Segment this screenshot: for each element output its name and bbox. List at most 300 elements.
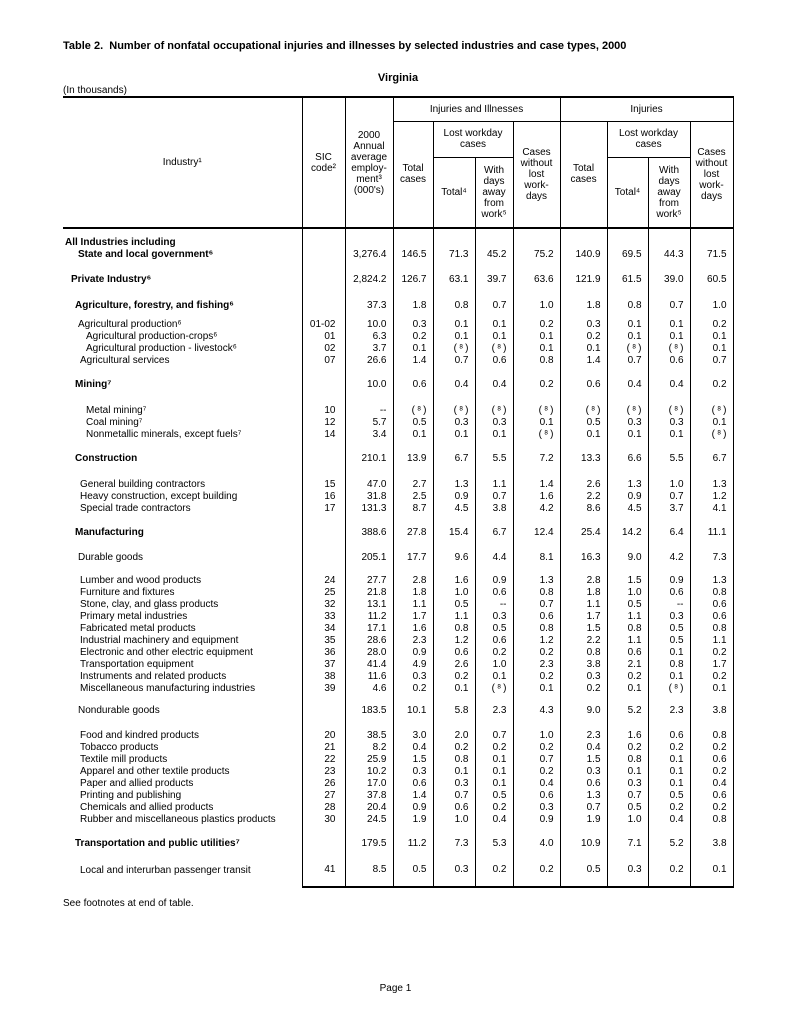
- value-cell: ( ⁸ ): [475, 683, 513, 695]
- value-cell: 2.7: [393, 465, 433, 491]
- value-cell: 4.0: [513, 826, 560, 850]
- value-cell: 0.1: [560, 343, 607, 355]
- sic-cell: 14: [302, 429, 345, 441]
- industry-cell: Primary metal industries: [80, 611, 188, 622]
- industry-cell: Agricultural production-crops⁶: [86, 331, 218, 342]
- value-cell: 0.2: [690, 766, 733, 778]
- value-cell: 1.0: [690, 286, 733, 312]
- value-cell: 28.0: [345, 647, 393, 659]
- table-row: [63, 599, 733, 611]
- sic-cell: [302, 441, 345, 465]
- value-cell: 2.0: [433, 717, 475, 742]
- value-cell: ( ⁸ ): [433, 391, 475, 417]
- value-cell: 31.8: [345, 491, 393, 503]
- value-cell: 0.1: [433, 683, 475, 695]
- sic-cell: [302, 695, 345, 717]
- value-cell: 2.3: [513, 659, 560, 671]
- value-cell: 0.3: [560, 312, 607, 331]
- value-cell: 7.1: [607, 826, 648, 850]
- table-row: [63, 564, 733, 587]
- value-cell: 0.4: [607, 367, 648, 391]
- value-cell: 1.5: [393, 754, 433, 766]
- industry-cell: Lumber and wood products: [80, 575, 202, 586]
- industry-cell: Chemicals and allied products: [80, 802, 214, 813]
- value-cell: 0.2: [433, 671, 475, 683]
- value-cell: 2.8: [393, 564, 433, 587]
- value-cell: 0.2: [475, 850, 513, 887]
- value-cell: 2.1: [607, 659, 648, 671]
- value-cell: 6.7: [433, 441, 475, 465]
- value-cell: 4.5: [607, 503, 648, 515]
- value-cell: 0.2: [513, 742, 560, 754]
- value-cell: 1.3: [690, 564, 733, 587]
- value-cell: 0.8: [513, 355, 560, 367]
- value-cell: 0.6: [475, 587, 513, 599]
- value-cell: 37.8: [345, 790, 393, 802]
- table-row: [63, 671, 733, 683]
- value-cell: 17.7: [393, 539, 433, 564]
- value-cell: 0.2: [607, 671, 648, 683]
- value-cell: 1.0: [607, 587, 648, 599]
- value-cell: 3.7: [345, 343, 393, 355]
- value-cell: ( ⁸ ): [475, 391, 513, 417]
- value-cell: 1.2: [513, 635, 560, 647]
- sic-cell: 21: [302, 742, 345, 754]
- sic-cell: 34: [302, 623, 345, 635]
- value-cell: 205.1: [345, 539, 393, 564]
- value-cell: 0.2: [690, 742, 733, 754]
- value-cell: 0.3: [607, 850, 648, 887]
- value-cell: --: [648, 599, 690, 611]
- industry-cell: Furniture and fixtures: [80, 587, 175, 598]
- value-cell: 0.2: [690, 802, 733, 814]
- value-cell: 0.3: [393, 312, 433, 331]
- sic-cell: 16: [302, 491, 345, 503]
- value-cell: ( ⁸ ): [648, 391, 690, 417]
- value-cell: 0.1: [475, 312, 513, 331]
- table-row: [63, 355, 733, 367]
- value-cell: 0.1: [648, 312, 690, 331]
- sic-cell: 30: [302, 814, 345, 826]
- value-cell: 1.0: [475, 659, 513, 671]
- value-cell: ( ⁸ ): [648, 683, 690, 695]
- value-cell: 6.6: [607, 441, 648, 465]
- sic-cell: 27: [302, 790, 345, 802]
- value-cell: 1.7: [560, 611, 607, 623]
- col-header-employment: 2000 Annual average employ- ment³ (000's): [345, 97, 393, 228]
- value-cell: 126.7: [393, 261, 433, 286]
- value-cell: 4.3: [513, 695, 560, 717]
- value-cell: 4.1: [690, 503, 733, 515]
- value-cell: 41.4: [345, 659, 393, 671]
- sic-cell: 35: [302, 635, 345, 647]
- value-cell: 4.4: [475, 539, 513, 564]
- value-cell: 4.9: [393, 659, 433, 671]
- value-cell: 1.7: [393, 611, 433, 623]
- value-cell: 0.1: [475, 754, 513, 766]
- value-cell: 0.4: [475, 814, 513, 826]
- value-cell: 0.7: [690, 355, 733, 367]
- value-cell: 0.3: [513, 802, 560, 814]
- value-cell: 179.5: [345, 826, 393, 850]
- value-cell: 0.1: [690, 850, 733, 887]
- value-cell: 0.5: [648, 623, 690, 635]
- value-cell: 1.1: [475, 465, 513, 491]
- value-cell: 7.3: [433, 826, 475, 850]
- value-cell: 0.6: [690, 599, 733, 611]
- value-cell: 0.1: [433, 312, 475, 331]
- value-cell: 10.0: [345, 367, 393, 391]
- value-cell: 8.1: [513, 539, 560, 564]
- value-cell: 0.1: [513, 683, 560, 695]
- table-row: [63, 754, 733, 766]
- value-cell: 11.1: [690, 515, 733, 539]
- value-cell: 1.5: [560, 623, 607, 635]
- sic-cell: 07: [302, 355, 345, 367]
- value-cell: 0.3: [475, 417, 513, 429]
- value-cell: 0.6: [690, 790, 733, 802]
- value-cell: 9.0: [607, 539, 648, 564]
- value-cell: 7.3: [690, 539, 733, 564]
- value-cell: 0.1: [648, 754, 690, 766]
- value-cell: 71.5: [690, 228, 733, 261]
- table-row: [63, 850, 733, 887]
- industry-cell: Agricultural services: [80, 355, 170, 366]
- value-cell: 0.6: [393, 778, 433, 790]
- value-cell: 0.8: [690, 717, 733, 742]
- value-cell: 0.1: [648, 778, 690, 790]
- col-group-injuries-and-illnesses: Injuries and Illnesses: [393, 97, 560, 121]
- value-cell: 5.8: [433, 695, 475, 717]
- value-cell: 0.6: [560, 778, 607, 790]
- industry-cell: Textile mill products: [80, 754, 168, 765]
- value-cell: 26.6: [345, 355, 393, 367]
- value-cell: 13.1: [345, 599, 393, 611]
- value-cell: 0.1: [607, 683, 648, 695]
- value-cell: 0.6: [393, 367, 433, 391]
- value-cell: 1.9: [393, 814, 433, 826]
- industry-cell: Rubber and miscellaneous plastics products: [80, 814, 276, 825]
- value-cell: 0.1: [513, 417, 560, 429]
- value-cell: 8.5: [345, 850, 393, 887]
- industry-cell: General building contractors: [80, 479, 206, 490]
- sic-cell: 12: [302, 417, 345, 429]
- value-cell: 0.1: [393, 429, 433, 441]
- industry-cell: Paper and allied products: [80, 778, 194, 789]
- value-cell: 24.5: [345, 814, 393, 826]
- value-cell: 0.8: [433, 623, 475, 635]
- value-cell: ( ⁸ ): [433, 343, 475, 355]
- industry-cell: Transportation and public utilities⁷: [75, 838, 240, 849]
- value-cell: 8.7: [393, 503, 433, 515]
- value-cell: 0.2: [690, 647, 733, 659]
- value-cell: 5.5: [475, 441, 513, 465]
- industry-cell: Printing and publishing: [80, 790, 182, 801]
- value-cell: 25.9: [345, 754, 393, 766]
- value-cell: 1.1: [607, 635, 648, 647]
- table-row: [63, 717, 733, 742]
- value-cell: 2.3: [560, 717, 607, 742]
- value-cell: 0.1: [648, 429, 690, 441]
- table-row: [63, 635, 733, 647]
- value-cell: ( ⁸ ): [607, 343, 648, 355]
- value-cell: ( ⁸ ): [393, 391, 433, 417]
- value-cell: 0.3: [607, 417, 648, 429]
- industry-cell: Tobacco products: [80, 742, 159, 753]
- value-cell: 0.4: [513, 778, 560, 790]
- value-cell: 0.5: [560, 850, 607, 887]
- value-cell: 0.1: [475, 671, 513, 683]
- industry-cell: Coal mining⁷: [86, 417, 143, 428]
- table-row: [63, 503, 733, 515]
- table-row: [63, 611, 733, 623]
- value-cell: 0.5: [393, 850, 433, 887]
- value-cell: 0.2: [648, 850, 690, 887]
- value-cell: 0.1: [648, 766, 690, 778]
- table-row: [63, 790, 733, 802]
- value-cell: 0.3: [433, 778, 475, 790]
- value-cell: ( ⁸ ): [560, 391, 607, 417]
- value-cell: 0.7: [607, 355, 648, 367]
- value-cell: 0.3: [433, 417, 475, 429]
- value-cell: 0.1: [607, 429, 648, 441]
- value-cell: 3.4: [345, 429, 393, 441]
- value-cell: 0.4: [475, 367, 513, 391]
- value-cell: 0.1: [513, 331, 560, 343]
- value-cell: 1.4: [513, 465, 560, 491]
- col-group-lost-workday-cases-ii: Lost workday cases: [433, 121, 513, 157]
- table-row: [63, 814, 733, 826]
- sic-cell: 20: [302, 717, 345, 742]
- value-cell: 0.3: [607, 778, 648, 790]
- industry-cell: Transportation equipment: [80, 659, 194, 670]
- value-cell: 0.2: [648, 802, 690, 814]
- table-row: [63, 515, 733, 539]
- value-cell: 28.6: [345, 635, 393, 647]
- value-cell: 0.2: [648, 742, 690, 754]
- value-cell: 0.1: [475, 429, 513, 441]
- value-cell: 0.2: [513, 671, 560, 683]
- industry-cell: Private Industry⁶: [71, 274, 152, 285]
- value-cell: 0.8: [433, 754, 475, 766]
- sic-cell: 01: [302, 331, 345, 343]
- value-cell: 6.7: [690, 441, 733, 465]
- table-row: [63, 391, 733, 417]
- value-cell: 0.6: [433, 647, 475, 659]
- value-cell: 0.4: [393, 742, 433, 754]
- value-cell: 6.7: [475, 515, 513, 539]
- value-cell: 0.7: [513, 599, 560, 611]
- value-cell: 2.6: [433, 659, 475, 671]
- table-row: [63, 623, 733, 635]
- value-cell: 0.7: [648, 491, 690, 503]
- sic-cell: 41: [302, 850, 345, 887]
- value-cell: 0.4: [690, 778, 733, 790]
- value-cell: 0.8: [690, 814, 733, 826]
- value-cell: 1.8: [393, 587, 433, 599]
- table-row: [63, 465, 733, 491]
- value-cell: 45.2: [475, 228, 513, 261]
- value-cell: ( ⁸ ): [513, 391, 560, 417]
- value-cell: 10.0: [345, 312, 393, 331]
- sic-cell: 33: [302, 611, 345, 623]
- value-cell: 9.6: [433, 539, 475, 564]
- value-cell: 1.2: [690, 491, 733, 503]
- value-cell: 1.8: [560, 587, 607, 599]
- industry-cell: Agricultural production - livestock⁶: [86, 343, 237, 354]
- value-cell: 0.6: [513, 611, 560, 623]
- value-cell: 2.3: [475, 695, 513, 717]
- value-cell: 2.6: [560, 465, 607, 491]
- value-cell: 0.2: [475, 742, 513, 754]
- col-header-total-cases-inj: Total cases: [560, 121, 607, 228]
- sic-cell: 28: [302, 802, 345, 814]
- value-cell: 183.5: [345, 695, 393, 717]
- value-cell: 2.3: [393, 635, 433, 647]
- sic-cell: 23: [302, 766, 345, 778]
- table-row: [63, 742, 733, 754]
- value-cell: 8.6: [560, 503, 607, 515]
- table-row: [63, 826, 733, 850]
- value-cell: 60.5: [690, 261, 733, 286]
- value-cell: 0.8: [513, 623, 560, 635]
- value-cell: 0.1: [393, 343, 433, 355]
- value-cell: 1.1: [690, 635, 733, 647]
- value-cell: 1.2: [433, 635, 475, 647]
- value-cell: 13.3: [560, 441, 607, 465]
- value-cell: 0.9: [648, 564, 690, 587]
- value-cell: 3.7: [648, 503, 690, 515]
- value-cell: 47.0: [345, 465, 393, 491]
- value-cell: 13.9: [393, 441, 433, 465]
- value-cell: 1.0: [648, 465, 690, 491]
- value-cell: 0.7: [475, 286, 513, 312]
- value-cell: 11.2: [345, 611, 393, 623]
- value-cell: 0.8: [607, 286, 648, 312]
- value-cell: 3.8: [475, 503, 513, 515]
- value-cell: 0.8: [690, 587, 733, 599]
- value-cell: 0.6: [560, 367, 607, 391]
- value-cell: 1.5: [560, 754, 607, 766]
- value-cell: 0.3: [560, 671, 607, 683]
- value-cell: 0.8: [607, 623, 648, 635]
- value-cell: 0.7: [607, 790, 648, 802]
- industry-cell: Industrial machinery and equipment: [80, 635, 239, 646]
- value-cell: 3.0: [393, 717, 433, 742]
- industry-cell: Local and interurban passenger transit: [80, 865, 251, 876]
- value-cell: 1.0: [433, 814, 475, 826]
- value-cell: 9.0: [560, 695, 607, 717]
- value-cell: 388.6: [345, 515, 393, 539]
- value-cell: 1.9: [560, 814, 607, 826]
- value-cell: 121.9: [560, 261, 607, 286]
- industry-cell: Heavy construction, except building: [80, 491, 238, 502]
- value-cell: 0.2: [393, 683, 433, 695]
- table-row: [63, 695, 733, 717]
- value-cell: 0.2: [690, 367, 733, 391]
- industry-cell: Nondurable goods: [78, 705, 160, 716]
- value-cell: 21.8: [345, 587, 393, 599]
- value-cell: 11.2: [393, 826, 433, 850]
- value-cell: 0.2: [513, 766, 560, 778]
- value-cell: 0.6: [607, 647, 648, 659]
- table-row: [63, 441, 733, 465]
- value-cell: 0.2: [607, 742, 648, 754]
- value-cell: 0.9: [393, 647, 433, 659]
- value-cell: 0.9: [475, 564, 513, 587]
- value-cell: 1.6: [433, 564, 475, 587]
- value-cell: 0.8: [433, 286, 475, 312]
- value-cell: 131.3: [345, 503, 393, 515]
- value-cell: 44.3: [648, 228, 690, 261]
- col-group-lost-workday-cases-inj: Lost workday cases: [607, 121, 690, 157]
- value-cell: 0.3: [433, 850, 475, 887]
- value-cell: 2.8: [560, 564, 607, 587]
- table-row: [63, 766, 733, 778]
- footnote-reference: See footnotes at end of table.: [63, 898, 194, 909]
- col-header-with-days-away-ii: With days away from work⁵: [475, 157, 513, 228]
- table-row: [63, 659, 733, 671]
- sic-cell: [302, 826, 345, 850]
- value-cell: 0.7: [560, 802, 607, 814]
- value-cell: 0.8: [690, 623, 733, 635]
- sic-cell: 17: [302, 503, 345, 515]
- value-cell: 27.8: [393, 515, 433, 539]
- value-cell: 0.6: [648, 717, 690, 742]
- value-cell: 25.4: [560, 515, 607, 539]
- value-cell: 0.1: [475, 778, 513, 790]
- value-cell: 0.5: [648, 635, 690, 647]
- units-note: (In thousands): [63, 85, 127, 96]
- table-row: [63, 312, 733, 331]
- industry-cell: Agriculture, forestry, and fishing⁶: [75, 300, 234, 311]
- value-cell: 0.1: [513, 343, 560, 355]
- value-cell: 0.3: [393, 766, 433, 778]
- value-cell: 63.1: [433, 261, 475, 286]
- col-header-lwc-total-ii: Total⁴: [433, 157, 475, 228]
- value-cell: ( ⁸ ): [690, 391, 733, 417]
- value-cell: 0.7: [475, 717, 513, 742]
- value-cell: 0.6: [433, 802, 475, 814]
- value-cell: 3,276.4: [345, 228, 393, 261]
- value-cell: 0.6: [648, 355, 690, 367]
- value-cell: 1.0: [433, 587, 475, 599]
- col-header-cases-without-lost-workdays-ii: Cases without lost work- days: [513, 121, 560, 228]
- value-cell: ( ⁸ ): [690, 429, 733, 441]
- table-row: [63, 802, 733, 814]
- value-cell: 1.3: [607, 465, 648, 491]
- value-cell: 0.2: [513, 312, 560, 331]
- value-cell: 0.5: [475, 623, 513, 635]
- value-cell: 0.3: [475, 611, 513, 623]
- table-row: [63, 228, 733, 261]
- value-cell: 10.2: [345, 766, 393, 778]
- sic-cell: 32: [302, 599, 345, 611]
- page-number: Page 1: [379, 983, 412, 994]
- value-cell: 1.4: [393, 355, 433, 367]
- value-cell: 3.8: [560, 659, 607, 671]
- sic-cell: [302, 228, 345, 261]
- table-row: [63, 331, 733, 343]
- value-cell: 1.0: [513, 717, 560, 742]
- value-cell: 0.6: [690, 754, 733, 766]
- value-cell: 0.7: [475, 491, 513, 503]
- sic-cell: 36: [302, 647, 345, 659]
- value-cell: 0.2: [690, 312, 733, 331]
- value-cell: 3.8: [690, 695, 733, 717]
- value-cell: 2.5: [393, 491, 433, 503]
- table-row: [63, 539, 733, 564]
